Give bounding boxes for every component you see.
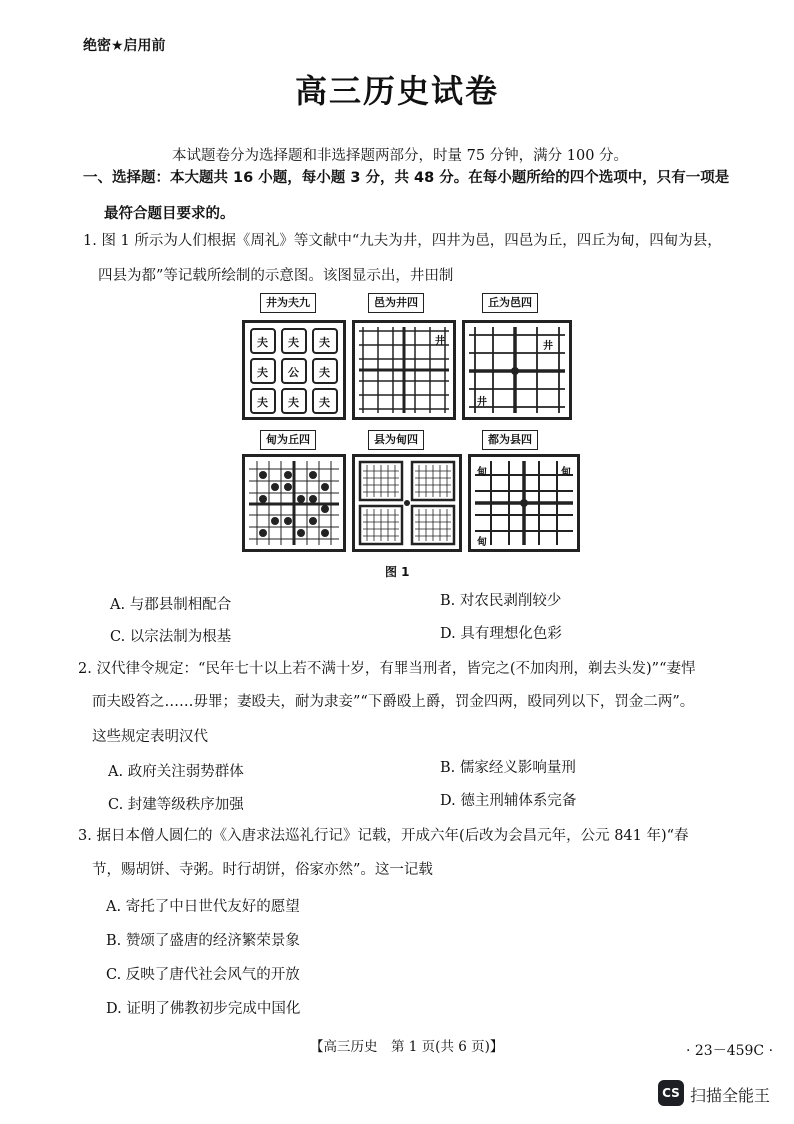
- figure-label-6: 都为县四: [482, 430, 538, 450]
- q2-stem-line1: 2. 汉代律令规定：“民年七十以上若不满十岁，有罪当刑者，皆完之(不加肉刑，剃去头发)”“妻悍: [78, 661, 696, 677]
- q3-stem-line1: 3. 据日本僧人圆仁的《入唐求法巡礼行记》记载，开成六年(后改为会昌元年，公元 841 年)“春: [78, 828, 689, 844]
- confidential-label: 绝密★启用前: [83, 38, 166, 54]
- q3-option-c[interactable]: C. 反映了唐代社会风气的开放: [106, 967, 300, 983]
- exam-intro: 本试题卷分为选择题和非选择题两部分，时量 75 分钟，满分 100 分。: [172, 148, 629, 164]
- jing-glyph: 井: [435, 336, 445, 347]
- section-heading: 一、选择题：本大题共 16 小题，每小题 3 分，共 48 分。在每小题所给的四个选项中，只有一项是: [83, 170, 730, 186]
- figure-label-5: 县为甸四: [368, 430, 424, 450]
- q2-option-c[interactable]: C. 封建等级秩序加强: [108, 797, 244, 813]
- fu-glyph: 夫: [319, 396, 330, 409]
- dian-glyph: 甸: [477, 467, 487, 478]
- q3-option-b[interactable]: B. 赞颂了盛唐的经济繁荣景象: [106, 933, 300, 949]
- diagram-xian: [352, 454, 462, 552]
- gong-glyph: 公: [288, 366, 299, 379]
- fu-glyph: 夫: [257, 366, 268, 379]
- q1-option-d[interactable]: D. 具有理想化色彩: [440, 626, 562, 642]
- fu-glyph: 夫: [257, 396, 268, 409]
- q2-option-b[interactable]: B. 儒家经义影响量刑: [440, 760, 576, 776]
- q3-stem-line2: 节，赐胡饼、寺粥。时行胡饼，俗家亦然”。这一记载: [92, 862, 433, 878]
- diagram-jing: [242, 320, 346, 420]
- page-footer: 【高三历史 第 1 页(共 6 页)】: [310, 1039, 504, 1055]
- diagram-qiu: [462, 320, 572, 420]
- q2-option-d[interactable]: D. 德主刑辅体系完备: [440, 793, 577, 809]
- fu-glyph: 夫: [257, 336, 268, 349]
- figure-label-3: 丘为邑四: [482, 293, 538, 313]
- q2-option-a[interactable]: A. 政府关注弱势群体: [108, 764, 244, 780]
- fu-glyph: 夫: [319, 366, 330, 379]
- figure-label-1: 井为夫九: [260, 293, 316, 313]
- q1-stem-line2: 四县为都”等记载所绘制的示意图。该图显示出，井田制: [98, 268, 454, 284]
- diagram-dian: [242, 454, 346, 552]
- q3-option-a[interactable]: A. 寄托了中日世代友好的愿望: [106, 899, 300, 915]
- q2-stem-line2: 而夫殴笞之……毋罪；妻殴夫，耐为隶妾”“下爵殴上爵，罚金四两，殴同列以下，罚金二两”。: [92, 694, 695, 710]
- jing-glyph: 井: [477, 397, 487, 408]
- figure-label-2: 邑为井四: [368, 293, 424, 313]
- section-heading-cont: 最符合题目要求的。: [104, 206, 235, 222]
- page-title: 高三历史试卷: [294, 72, 499, 110]
- exam-code: · 23－459C ·: [686, 1043, 774, 1059]
- figure-1: [238, 290, 594, 556]
- jing-glyph: 井: [543, 341, 553, 352]
- fu-glyph: 夫: [319, 336, 330, 349]
- camscanner-watermark: 扫描全能王: [690, 1086, 771, 1105]
- q1-option-c[interactable]: C. 以宗法制为根基: [110, 629, 232, 645]
- q1-option-a[interactable]: A. 与郡县制相配合: [110, 597, 232, 613]
- q2-stem-line3: 这些规定表明汉代: [92, 729, 208, 745]
- q1-option-b[interactable]: B. 对农民剥削较少: [440, 593, 562, 609]
- q3-option-d[interactable]: D. 证明了佛教初步完成中国化: [106, 1001, 301, 1017]
- dian-glyph: 甸: [477, 537, 487, 548]
- camscanner-logo-icon: CS: [658, 1080, 684, 1106]
- diagram-du: [468, 454, 580, 552]
- fu-glyph: 夫: [288, 396, 299, 409]
- q1-stem-line1: 1. 图 1 所示为人们根据《周礼》等文献中“九夫为井，四井为邑，四邑为丘，四丘为甸，四甸为县，: [83, 233, 722, 249]
- fu-glyph: 夫: [288, 336, 299, 349]
- figure-label-4: 甸为丘四: [260, 430, 316, 450]
- dian-glyph: 甸: [561, 467, 571, 478]
- figure-caption: 图 1: [385, 565, 410, 579]
- diagram-yi: [352, 320, 456, 420]
